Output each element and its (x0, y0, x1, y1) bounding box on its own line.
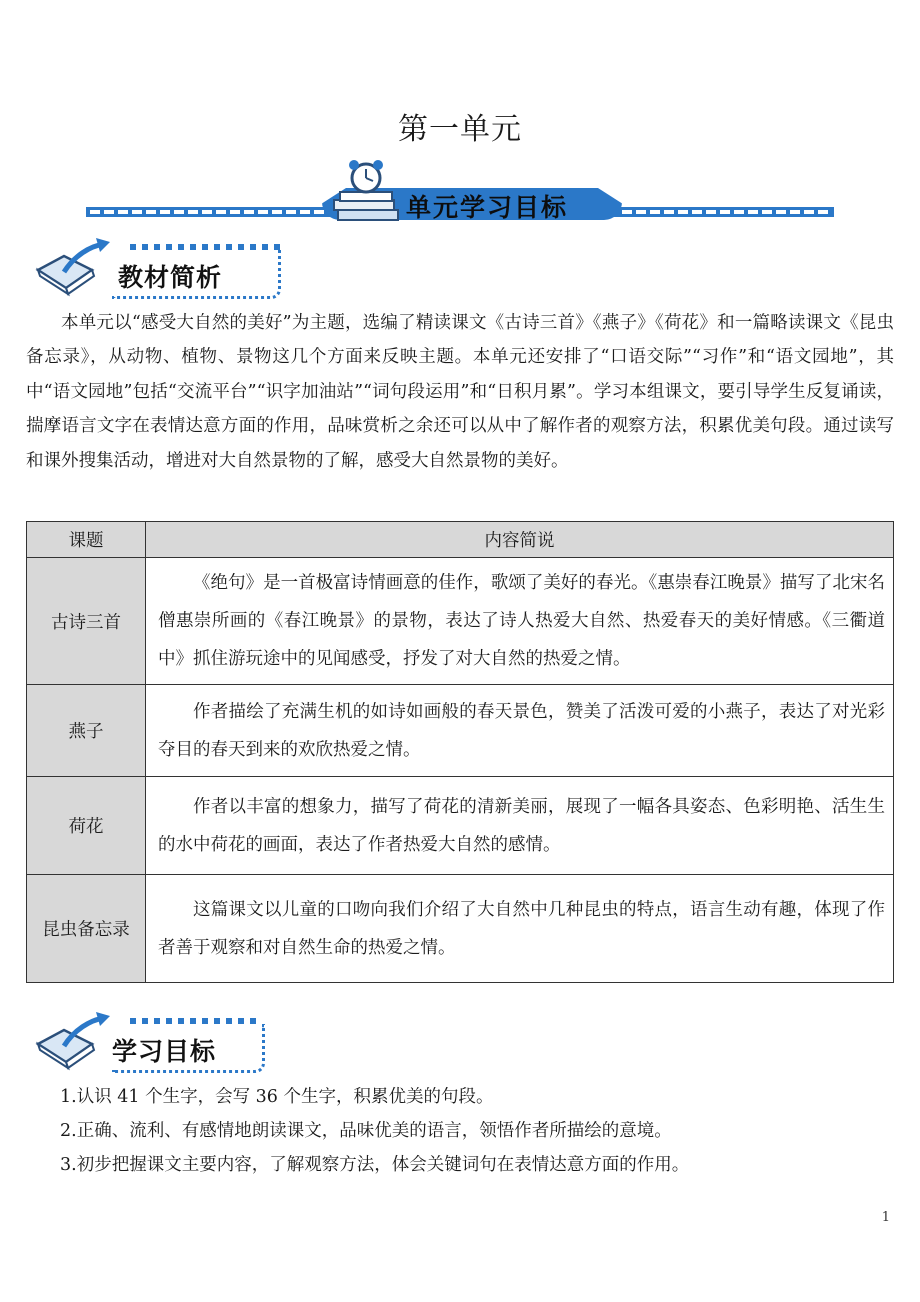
open-book-arrow-icon (34, 236, 118, 300)
open-book-arrow-icon (34, 1010, 118, 1074)
alarm-clock-on-books-icon (330, 160, 404, 222)
table-row (27, 875, 894, 983)
lesson-name: 燕子 (27, 685, 146, 777)
table-row (27, 558, 894, 685)
page-title: 第一单元 (398, 112, 522, 147)
page-number: 1 (881, 1210, 890, 1225)
lesson-name: 荷花 (27, 777, 146, 875)
goal-item: 3.初步把握课文主要内容，了解观察方法，体会关键词句在表情达意方面的作用。 (60, 1155, 690, 1175)
banner-label: 单元学习目标 (406, 193, 569, 222)
column-header-lesson: 课题 (27, 522, 146, 558)
goal-item: 1.认识 41 个生字，会写 36 个生字，积累优美的句段。 (60, 1087, 494, 1107)
section-header-analysis (34, 236, 274, 300)
section-header-goals (34, 1010, 274, 1074)
lesson-name: 昆虫备忘录 (27, 875, 146, 983)
lesson-name: 古诗三首 (27, 558, 146, 685)
section-title-goals: 学习目标 (112, 1037, 217, 1066)
section-title-analysis: 教材简析 (118, 263, 223, 292)
lesson-summary: 这篇课文以儿童的口吻向我们介绍了大自然中几种昆虫的特点，语言生动有趣，体现了作者善于观察和对自然生命的热爱之情。 (146, 875, 894, 983)
goals-list (60, 1080, 880, 1182)
unit-goals-banner (86, 160, 834, 226)
table-row (27, 685, 894, 777)
table-row (27, 777, 894, 875)
intro-paragraph: 本单元以“感受大自然的美好”为主题，选编了精读课文《古诗三首》《燕子》《荷花》和一篇略读课文《昆虫备忘录》，从动物、植物、景物这几个方面来反映主题。本单元还安排了“口语交际”“习作”和“语文园地”，其中“语文园地”包括“交流平台”“识字加油站”“词句段运用”和“日积月累”。学习本组课文，要引导学生反复诵读，揣摩语言文字在表情达意方面的作用，品味赏析之余还可以从中了解作者的观察方法，积累优美句段。通过读写和课外搜集活动，增进对大自然景物的了解，感受大自然景物的美好。 (26, 313, 894, 471)
lesson-summary: 《绝句》是一首极富诗情画意的佳作，歌颂了美好的春光。《惠崇春江晚景》描写了北宋名僧惠崇所画的《春江晚景》的景物，表达了诗人热爱大自然、热爱春天的美好情感。《三衢道中》抓住游玩途中的见闻感受，抒发了对大自然的热爱之情。 (146, 558, 894, 685)
banner-left-bar (86, 207, 336, 217)
banner-right-bar (608, 207, 834, 217)
lesson-summary: 作者以丰富的想象力，描写了荷花的清新美丽，展现了一幅各具姿态、色彩明艳、活生生的水中荷花的画面，表达了作者热爱大自然的感情。 (146, 777, 894, 875)
lesson-summary: 作者描绘了充满生机的如诗如画般的春天景色，赞美了活泼可爱的小燕子，表达了对光彩夺目的春天到来的欢欣热爱之情。 (146, 685, 894, 777)
goal-item: 2.正确、流利、有感情地朗读课文，品味优美的语言，领悟作者所描绘的意境。 (60, 1121, 672, 1141)
table-header-row (27, 522, 894, 558)
column-header-summary: 内容简说 (146, 522, 894, 558)
lessons-table (26, 521, 894, 983)
